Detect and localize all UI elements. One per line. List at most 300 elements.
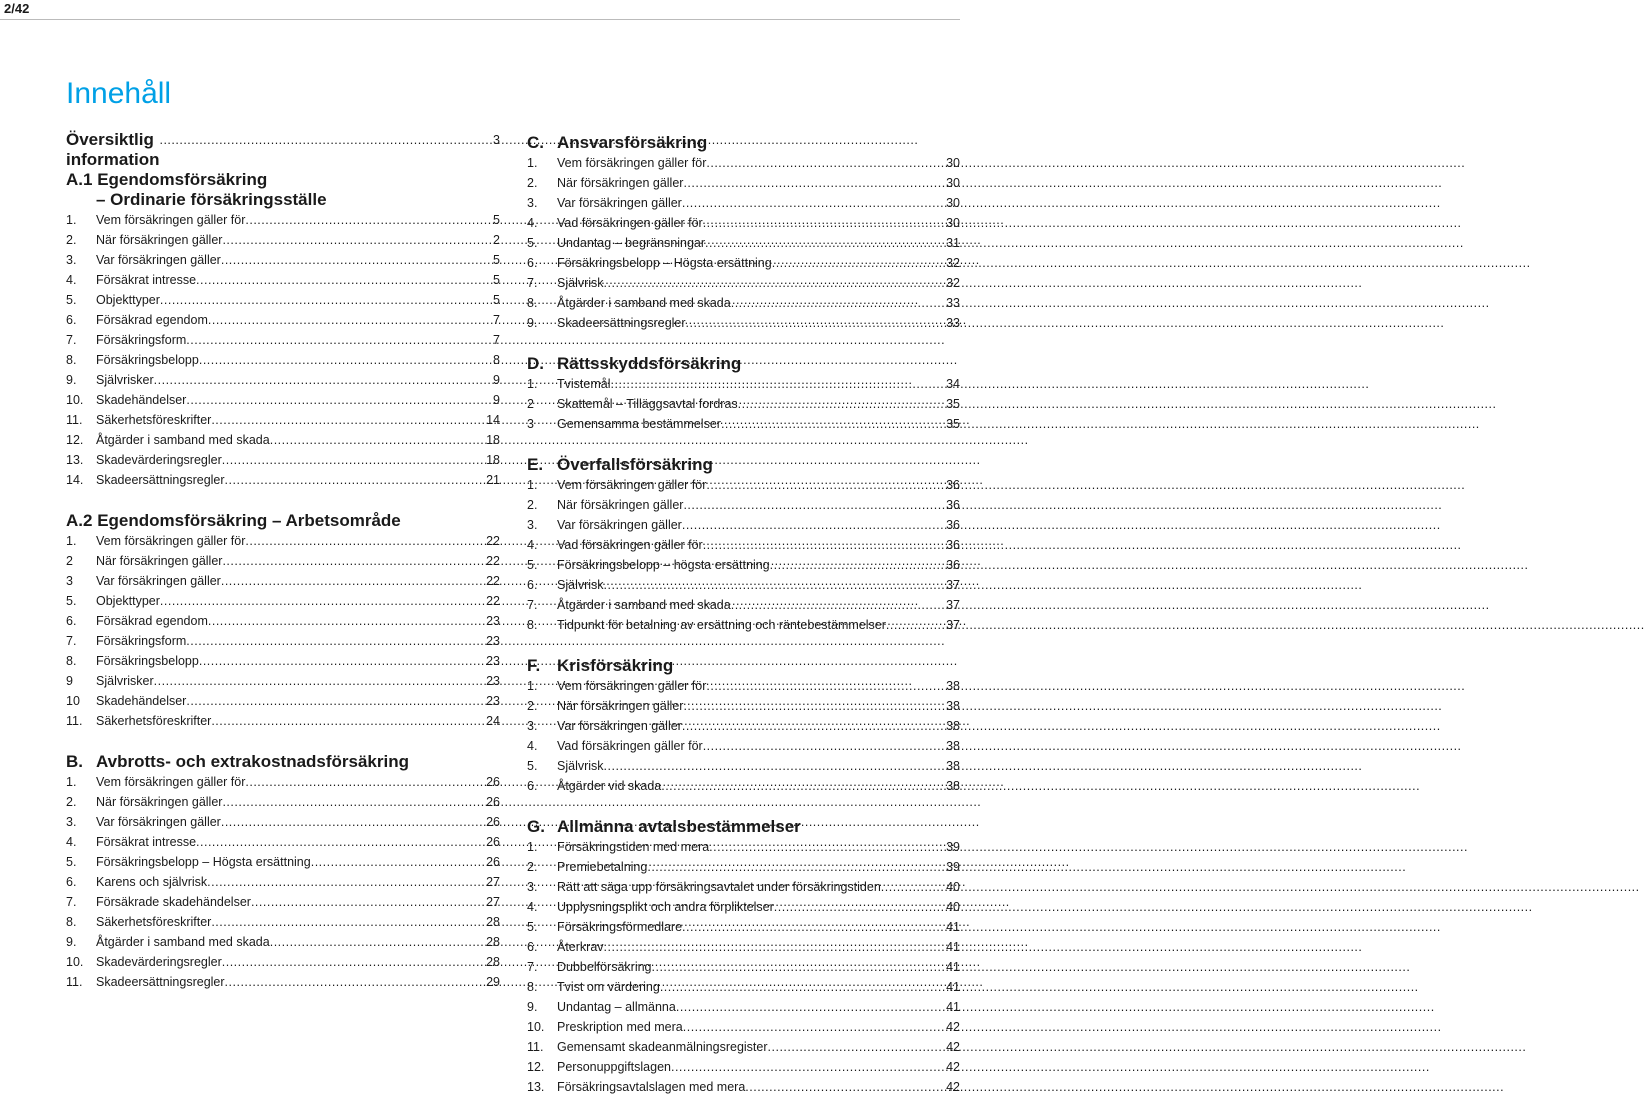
section-list-c [527, 153, 960, 333]
dot-leader [738, 394, 946, 414]
entry-page: 32 [946, 276, 960, 290]
dot-leader [703, 213, 946, 233]
entry-label: Tidpunkt för betalning av ersättning och räntebestämmelser [557, 618, 886, 632]
entry-page: 23 [486, 694, 500, 708]
toc-entry[interactable] [66, 812, 500, 832]
toc-entry[interactable] [66, 972, 500, 992]
toc-entry[interactable] [527, 313, 960, 333]
dot-leader [196, 832, 486, 852]
entry-number: 14. [66, 473, 84, 487]
entry-label: Karens och självrisk [96, 875, 208, 889]
entry-label: Vem försäkringen gäller för [96, 775, 246, 789]
entry-label: Försäkringsform [96, 333, 187, 347]
entry-number: 9. [66, 935, 77, 949]
entry-page: 36 [946, 478, 960, 492]
entry-number: 10. [527, 1020, 545, 1034]
entry-number: 7. [527, 960, 538, 974]
section-heading-c [527, 133, 960, 153]
entry-label: Försäkringsbelopp – Högsta ersättning [96, 855, 311, 869]
entry-page: 36 [946, 518, 960, 532]
dot-leader [676, 997, 946, 1017]
entry-page: 24 [486, 714, 500, 728]
entry-page: 37 [946, 618, 960, 632]
toc-entry[interactable] [66, 832, 500, 852]
entry-page: 42 [946, 1020, 960, 1034]
entry-label: Försäkringsavtalslagen med mera [557, 1080, 746, 1094]
toc-entry[interactable] [527, 1017, 960, 1037]
entry-label: Objekttyper [96, 293, 160, 307]
entry-label: Skadevärderingsregler [96, 453, 222, 467]
dot-leader [709, 837, 946, 857]
dot-leader [683, 696, 946, 716]
toc-entry[interactable] [66, 430, 500, 450]
toc-entry[interactable] [527, 897, 960, 917]
dot-leader [245, 210, 493, 230]
toc-entry[interactable] [66, 792, 500, 812]
entry-number: 6. [66, 875, 77, 889]
entry-number: 2 [527, 397, 534, 411]
entry-label: Vad försäkringen gäller för [557, 216, 703, 230]
entry-label: Självrisker [96, 373, 154, 387]
entry-page: 26 [486, 795, 500, 809]
entry-page: 22 [486, 594, 500, 608]
toc-entry[interactable] [527, 394, 960, 414]
header-divider [0, 19, 960, 20]
toc-entry[interactable] [527, 535, 960, 555]
entry-page: 22 [486, 554, 500, 568]
entry-label: Upplysningsplikt och andra förpliktelser [557, 900, 774, 914]
entry-label: Försäkrat intresse [96, 273, 197, 287]
entry-number: 3. [527, 719, 538, 733]
entry-label: Vem försäkringen gäller för [557, 156, 707, 170]
dot-leader [225, 470, 487, 490]
entry-page: 30 [946, 196, 960, 210]
toc-entry[interactable] [66, 691, 500, 711]
overview-label: Översiktlig information [66, 130, 160, 169]
entry-page: 26 [486, 775, 500, 789]
dot-leader [199, 350, 493, 370]
toc-entry[interactable] [66, 852, 500, 872]
section-heading-a2 [66, 511, 500, 531]
entry-number: 8. [527, 296, 538, 310]
dot-leader [222, 450, 486, 470]
dot-leader [703, 535, 946, 555]
section-heading-g [527, 817, 960, 837]
entry-page: 38 [946, 719, 960, 733]
entry-label: Vem försäkringen gäller för [557, 478, 707, 492]
entry-number: 4. [527, 216, 538, 230]
entry-label: Rätt att säga upp försäkringsavtalet under försäkringstiden [557, 880, 881, 894]
entry-number: 6. [527, 578, 538, 592]
toc-entry[interactable] [527, 716, 960, 736]
toc-entry[interactable] [66, 571, 500, 591]
toc-right-column [527, 133, 960, 1097]
dot-leader [703, 736, 946, 756]
toc-entry[interactable] [527, 575, 960, 595]
entry-page: 41 [946, 980, 960, 994]
dot-leader [211, 410, 486, 430]
entry-number: 8. [66, 654, 77, 668]
toc-entry[interactable] [66, 470, 500, 490]
dot-leader [199, 651, 486, 671]
dot-leader [208, 310, 493, 330]
entry-page: 23 [486, 634, 500, 648]
dot-leader [610, 374, 946, 394]
toc-entry[interactable] [66, 671, 500, 691]
entry-number: 2. [527, 699, 538, 713]
toc-entry[interactable] [527, 837, 960, 857]
section-code: E. [527, 455, 544, 474]
dot-leader [604, 575, 947, 595]
entry-label: När försäkringen gäller [557, 176, 684, 190]
dot-leader [682, 515, 946, 535]
entry-page: 28 [486, 915, 500, 929]
toc-entry[interactable] [66, 631, 500, 651]
entry-label: Vem försäkringen gäller för [96, 534, 246, 548]
toc-entry[interactable] [527, 676, 960, 696]
entry-page: 8 [493, 353, 500, 367]
toc-entry[interactable] [66, 591, 500, 611]
section-code: D. [527, 354, 544, 373]
entry-page: 33 [946, 316, 960, 330]
toc-entry[interactable] [527, 374, 960, 394]
entry-label: När försäkringen gäller [557, 699, 684, 713]
entry-page: 41 [946, 940, 960, 954]
dot-leader [160, 290, 493, 310]
toc-entry[interactable] [527, 977, 960, 997]
dot-leader [160, 591, 486, 611]
entry-number: 9 [66, 674, 73, 688]
section-list-e [527, 475, 960, 635]
entry-page: 34 [946, 377, 960, 391]
dot-leader [154, 671, 486, 691]
entry-label: Försäkrad egendom [96, 313, 208, 327]
toc-entry[interactable] [527, 414, 960, 434]
entry-label: Gemensamma bestämmelser [557, 417, 721, 431]
toc-entry[interactable] [66, 450, 500, 470]
toc-entry[interactable] [527, 917, 960, 937]
entry-label: Vem försäkringen gäller för [96, 213, 246, 227]
entry-number: 13. [66, 453, 84, 467]
entry-number: 1. [527, 840, 538, 854]
entry-page: 7 [493, 333, 500, 347]
toc-entry[interactable] [527, 253, 960, 273]
dot-leader [721, 414, 946, 434]
toc-entry[interactable] [527, 736, 960, 756]
dot-leader [154, 370, 493, 390]
entry-label: När försäkringen gäller [557, 498, 684, 512]
entry-page: 40 [946, 880, 960, 894]
entry-label: Gemensamt skadeanmälningsregister [557, 1040, 768, 1054]
entry-number: 6. [66, 614, 77, 628]
entry-page: 36 [946, 538, 960, 552]
toc-entry[interactable] [527, 937, 960, 957]
toc-entry[interactable] [66, 250, 500, 270]
dot-leader [211, 912, 486, 932]
entry-label: När försäkringen gäller [96, 795, 223, 809]
entry-number: 4. [527, 900, 538, 914]
entry-number: 3. [527, 196, 538, 210]
entry-page: 23 [486, 614, 500, 628]
toc-entry[interactable] [527, 756, 960, 776]
toc-entry[interactable] [66, 410, 500, 430]
section-title: Rättsskyddsförsäkring [557, 354, 742, 373]
entry-page: 26 [486, 835, 500, 849]
entry-number: 6. [527, 779, 538, 793]
entry-number: 12. [66, 433, 84, 447]
entry-number: 10. [66, 393, 84, 407]
section-heading-f [527, 656, 960, 676]
toc-entry[interactable] [66, 711, 500, 731]
entry-page: 27 [486, 895, 500, 909]
toc-entry[interactable] [66, 772, 500, 792]
entry-number: 7. [66, 634, 77, 648]
entry-page: 5 [493, 253, 500, 267]
toc-entry[interactable] [527, 153, 960, 173]
entry-page: 38 [946, 739, 960, 753]
entry-number: 4. [527, 739, 538, 753]
dot-leader [221, 812, 486, 832]
toc-entry[interactable] [527, 696, 960, 716]
toc-entry[interactable] [527, 173, 960, 193]
entry-label: Preskription med mera [557, 1020, 683, 1034]
toc-entry[interactable] [66, 310, 500, 330]
entry-page: 26 [486, 815, 500, 829]
dot-leader [222, 792, 486, 812]
toc-entry[interactable] [527, 1077, 960, 1097]
entry-number: 8. [527, 618, 538, 632]
dot-leader [886, 615, 946, 635]
toc-entry-overview[interactable] [66, 130, 500, 170]
entry-page: 23 [486, 654, 500, 668]
entry-page: 35 [946, 397, 960, 411]
toc-entry[interactable] [527, 1057, 960, 1077]
entry-label: När försäkringen gäller [96, 233, 223, 247]
section-heading-a1 [66, 170, 500, 190]
entry-label: Försäkringsförmedlare [557, 920, 683, 934]
entry-number: 3. [66, 253, 77, 267]
entry-page: 31 [946, 236, 960, 250]
toc-entry[interactable] [527, 555, 960, 575]
entry-number: 1. [527, 156, 538, 170]
entry-label: Skattemål – Tilläggsavtal fordras [557, 397, 738, 411]
entry-page: 14 [486, 413, 500, 427]
dot-leader [211, 711, 486, 731]
section-list-f [527, 676, 960, 796]
toc-entry[interactable] [527, 475, 960, 495]
entry-number: 2. [66, 233, 77, 247]
entry-number: 10. [66, 955, 84, 969]
entry-page: 38 [946, 699, 960, 713]
dot-leader [186, 691, 486, 711]
dot-leader [731, 293, 946, 313]
entry-number: 8. [527, 980, 538, 994]
entry-number: 1. [66, 213, 77, 227]
toc-entry[interactable] [527, 957, 960, 977]
entry-label: Åtgärder i samband med skada [557, 296, 731, 310]
entry-page: 22 [486, 574, 500, 588]
entry-page: 21 [486, 473, 500, 487]
dot-leader [686, 313, 947, 333]
toc-entry[interactable] [66, 872, 500, 892]
section-code: G. [527, 817, 545, 836]
entry-page: 18 [486, 433, 500, 447]
entry-number: 12. [527, 1060, 545, 1074]
dot-leader [245, 772, 486, 792]
page-number: 2/42 [4, 1, 30, 16]
entry-label: Vem försäkringen gäller för [557, 679, 707, 693]
toc-entry[interactable] [527, 233, 960, 253]
toc-entry[interactable] [66, 370, 500, 390]
toc-left-column [66, 130, 500, 992]
dot-leader [683, 495, 946, 515]
dot-leader [270, 932, 486, 952]
entry-number: 5. [527, 920, 538, 934]
entry-label: Skadeersättningsregler [96, 473, 225, 487]
dot-leader [647, 857, 946, 877]
toc-entry[interactable] [527, 1037, 960, 1057]
entry-page: 7 [493, 313, 500, 327]
toc-entry[interactable] [66, 531, 500, 551]
toc-entry[interactable] [527, 213, 960, 233]
dot-leader [186, 390, 493, 410]
toc-entry[interactable] [527, 495, 960, 515]
toc-entry[interactable] [527, 595, 960, 615]
dot-leader [251, 892, 486, 912]
toc-entry[interactable] [66, 611, 500, 631]
dot-leader [683, 1017, 946, 1037]
entry-page: 5 [493, 213, 500, 227]
entry-page: 33 [946, 296, 960, 310]
toc-entry[interactable] [66, 350, 500, 370]
toc-entry[interactable] [66, 651, 500, 671]
entry-page: 30 [946, 216, 960, 230]
toc-entry[interactable] [527, 776, 960, 796]
entry-number: 3. [66, 815, 77, 829]
entry-page: 32 [946, 256, 960, 270]
toc-entry[interactable] [66, 952, 500, 972]
dot-leader [768, 1037, 947, 1057]
entry-label: När försäkringen gäller [96, 554, 223, 568]
entry-page: 40 [946, 900, 960, 914]
section-subtitle-a1: – Ordinarie försäkringsställe [96, 190, 327, 209]
entry-number: 10 [66, 694, 80, 708]
entry-number: 4. [66, 273, 77, 287]
entry-number: 13. [527, 1080, 545, 1094]
section-title: Egendomsförsäkring – Arbetsområde [97, 511, 401, 530]
entry-page: 38 [946, 779, 960, 793]
dot-leader [774, 897, 946, 917]
toc-entry[interactable] [527, 877, 960, 897]
dot-leader [604, 756, 947, 776]
entry-page: 26 [486, 855, 500, 869]
dot-leader [770, 555, 946, 575]
entry-page: 38 [946, 679, 960, 693]
entry-page: 42 [946, 1040, 960, 1054]
toc-entry[interactable] [66, 230, 500, 250]
entry-page: 36 [946, 558, 960, 572]
entry-label: Premiebetalning [557, 860, 648, 874]
entry-page: 29 [486, 975, 500, 989]
toc-entry[interactable] [66, 210, 500, 230]
dot-leader [772, 253, 946, 273]
toc-entry[interactable] [66, 270, 500, 290]
section-list-a1 [66, 210, 500, 490]
section-list-d [527, 374, 960, 434]
entry-number: 11. [66, 714, 83, 728]
toc-entry[interactable] [527, 615, 960, 635]
dot-leader [604, 937, 947, 957]
entry-label: Var försäkringen gäller [557, 196, 682, 210]
entry-number: 9. [527, 316, 538, 330]
toc-entry[interactable] [527, 193, 960, 213]
entry-number: 6. [527, 940, 538, 954]
dot-leader [221, 571, 486, 591]
section-heading-e [527, 455, 960, 475]
entry-number: 1. [66, 775, 77, 789]
entry-page: 9 [493, 373, 500, 387]
dot-leader [705, 233, 946, 253]
dot-leader [311, 852, 486, 872]
entry-number: 1. [527, 377, 538, 391]
toc-entry[interactable] [527, 273, 960, 293]
entry-number: 7. [527, 276, 538, 290]
section-code: A.1 [66, 170, 93, 189]
toc-entry[interactable] [66, 932, 500, 952]
entry-page: 37 [946, 598, 960, 612]
toc-entry[interactable] [66, 390, 500, 410]
entry-number: 7. [527, 598, 538, 612]
toc-entry[interactable] [66, 551, 500, 571]
entry-label: Åtgärder i samband med skada [96, 935, 270, 949]
dot-leader [270, 430, 486, 450]
entry-label: Självrisk [557, 578, 604, 592]
toc-entry[interactable] [66, 290, 500, 310]
section-code: B. [66, 752, 83, 771]
entry-page: 42 [946, 1080, 960, 1094]
entry-label: Skadevärderingsregler [96, 955, 222, 969]
entry-page: 9 [493, 393, 500, 407]
entry-number: 5. [66, 855, 77, 869]
entry-number: 2. [527, 860, 538, 874]
entry-page: 18 [486, 453, 500, 467]
entry-label: Försäkringsbelopp [96, 353, 199, 367]
dot-leader [661, 776, 946, 796]
entry-number: 3. [527, 880, 538, 894]
section-code: F. [527, 656, 541, 675]
section-list-a2 [66, 531, 500, 731]
toc-entry[interactable] [527, 293, 960, 313]
dot-leader [222, 230, 493, 250]
dot-leader [186, 631, 486, 651]
toc-entry[interactable] [527, 857, 960, 877]
dot-leader [881, 877, 946, 897]
toc-entry[interactable] [527, 515, 960, 535]
toc-entry[interactable] [66, 330, 500, 350]
entry-label: Säkerhetsföreskrifter [96, 714, 212, 728]
section-heading-d [527, 354, 960, 374]
entry-number: 11. [527, 1040, 544, 1054]
entry-number: 9. [527, 1000, 538, 1014]
entry-page: 5 [493, 293, 500, 307]
toc-entry[interactable] [66, 912, 500, 932]
entry-page: 41 [946, 960, 960, 974]
toc-entry[interactable] [527, 997, 960, 1017]
entry-number: 11. [66, 975, 83, 989]
entry-number: 6. [527, 256, 538, 270]
toc-entry[interactable] [66, 892, 500, 912]
dot-leader [706, 475, 946, 495]
